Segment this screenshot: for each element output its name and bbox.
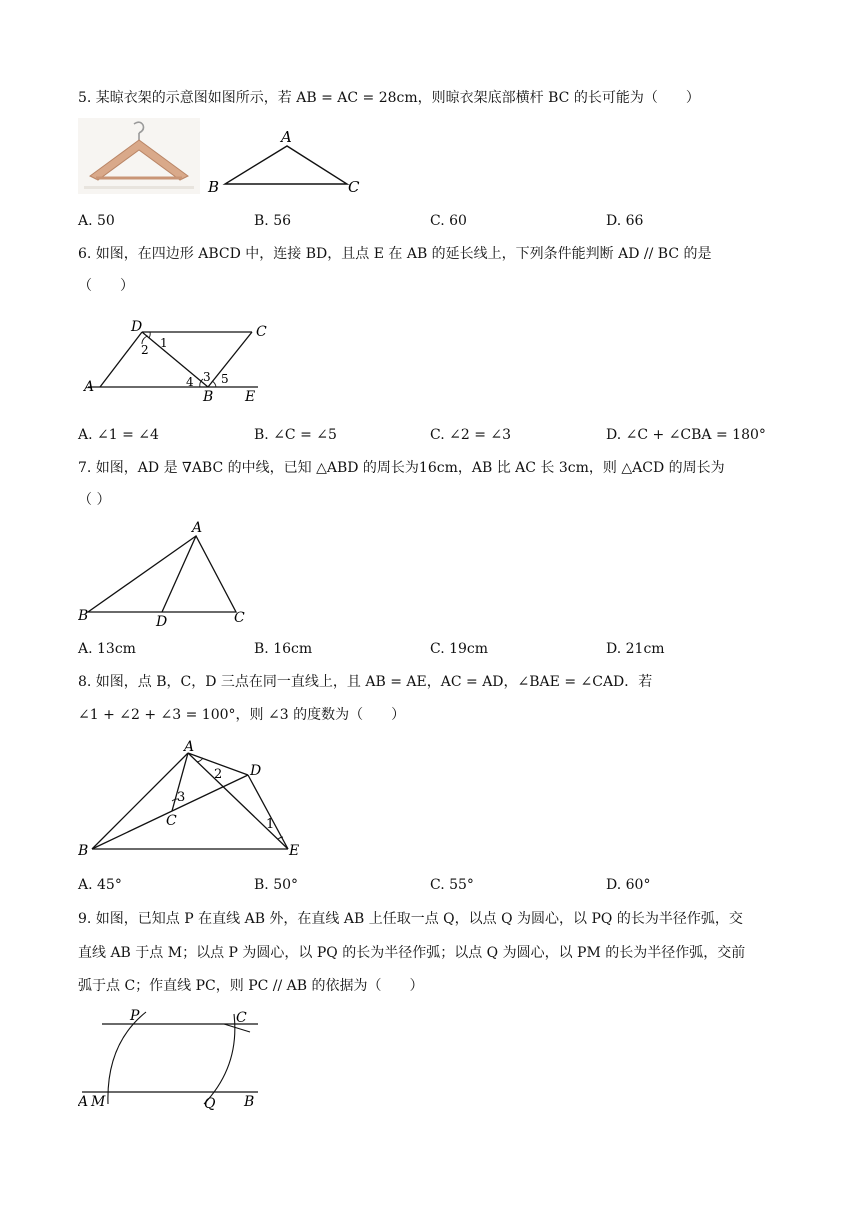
q7-triangle-figure <box>78 518 258 630</box>
label-e: E <box>289 843 300 859</box>
q9-construction-figure <box>78 1006 278 1116</box>
q5-stem: 5. 某晾衣架的示意图如图所示，若 AB = AC = 28cm，则晾衣架底部横杆 BC 的长可能为（ ） <box>78 90 700 106</box>
label-a: A <box>192 520 203 536</box>
label-c: C <box>234 610 245 626</box>
label-d: D <box>250 763 262 779</box>
label-a: A <box>184 739 195 755</box>
q6-quadrilateral-figure <box>78 315 278 405</box>
q7-option-c[interactable]: C. 19cm <box>430 641 489 657</box>
q8-option-a[interactable]: A. 45° <box>78 877 122 893</box>
label-d: D <box>156 614 168 630</box>
q6-stem-line1: 6. 如图，在四边形 ABCD 中，连接 BD，且点 E 在 AB 的延长线上，下列条件能判断 AD // BC 的是 <box>78 246 712 262</box>
q9-stem-line3: 弧于点 C；作直线 PC，则 PC // AB 的依据为（ ） <box>78 978 424 994</box>
q5-triangle-figure <box>205 124 365 196</box>
label-c: C <box>256 324 267 340</box>
label-m: M <box>91 1094 106 1110</box>
label-b: B <box>244 1094 255 1110</box>
q5-option-c[interactable]: C. 60 <box>430 213 467 229</box>
q8-option-b[interactable]: B. 50° <box>254 877 299 893</box>
q6-stem-line2: （ ） <box>78 278 134 294</box>
q8-stem-line2: ∠1 + ∠2 + ∠3 = 100°，则 ∠3 的度数为（ ） <box>78 707 406 723</box>
label-a: A <box>281 128 292 146</box>
angle-4-label: 4 <box>186 375 194 389</box>
angle-3-label: 3 <box>203 370 211 384</box>
q5-option-a[interactable]: A. 50 <box>78 213 115 229</box>
label-q: Q <box>204 1096 216 1112</box>
q8-option-d[interactable]: D. 60° <box>606 877 651 893</box>
hanger-photo <box>78 118 200 194</box>
label-b: B <box>208 178 220 196</box>
q7-stem-line2: （ ） <box>78 492 111 508</box>
label-a: A <box>78 1094 89 1110</box>
angle-5-label: 5 <box>221 372 229 386</box>
q5-option-d[interactable]: D. 66 <box>606 213 644 229</box>
label-c: C <box>236 1010 247 1026</box>
label-b: B <box>78 843 89 859</box>
label-p: P <box>130 1008 140 1024</box>
label-b: B <box>203 389 214 405</box>
q8-stem-line1: 8. 如图，点 B，C，D 三点在同一直线上，且 AB = AE，AC = AD，∠BAE = ∠CAD．若 <box>78 674 653 690</box>
triangle-abc <box>225 146 347 184</box>
q6-option-b[interactable]: B. ∠C = ∠5 <box>254 427 337 443</box>
q6-option-a[interactable]: A. ∠1 = ∠4 <box>78 427 159 443</box>
angle-2-label: 2 <box>141 343 149 357</box>
q5-option-b[interactable]: B. 56 <box>254 213 292 229</box>
label-d: D <box>131 319 143 335</box>
q6-option-c[interactable]: C. ∠2 = ∠3 <box>430 427 512 443</box>
label-a: A <box>84 379 95 395</box>
angle-1-label: 1 <box>266 817 275 832</box>
q9-stem-line1: 9. 如图，已知点 P 在直线 AB 外，在直线 AB 上任取一点 Q，以点 Q 为圆心，以 PQ 的长为半径作弧，交 <box>78 911 743 927</box>
q9-stem-line2: 直线 AB 于点 M；以点 P 为圆心，以 PQ 的长为半径作弧；以点 Q 为圆心，以 PM 的长为半径作弧，交前 <box>78 945 746 961</box>
q7-stem-line1: 7. 如图，AD 是 ∇ABC 的中线，已知 △ABD 的周长为16cm，AB 比 AC 长 3cm，则 △ACD 的周长为 <box>78 460 725 476</box>
q8-figure <box>78 735 308 860</box>
label-c: C <box>348 178 360 196</box>
label-e: E <box>245 389 256 405</box>
angle-3-label: 3 <box>177 790 186 805</box>
q8-option-c[interactable]: C. 55° <box>430 877 474 893</box>
q7-option-b[interactable]: B. 16cm <box>254 641 313 657</box>
label-c: C <box>166 813 177 829</box>
q6-option-d[interactable]: D. ∠C + ∠CBA = 180° <box>606 427 766 443</box>
angle-2-label: 2 <box>214 767 223 782</box>
q7-option-a[interactable]: A. 13cm <box>78 641 136 657</box>
q7-option-d[interactable]: D. 21cm <box>606 641 665 657</box>
label-b: B <box>78 608 89 624</box>
angle-1-label: 1 <box>160 336 168 350</box>
